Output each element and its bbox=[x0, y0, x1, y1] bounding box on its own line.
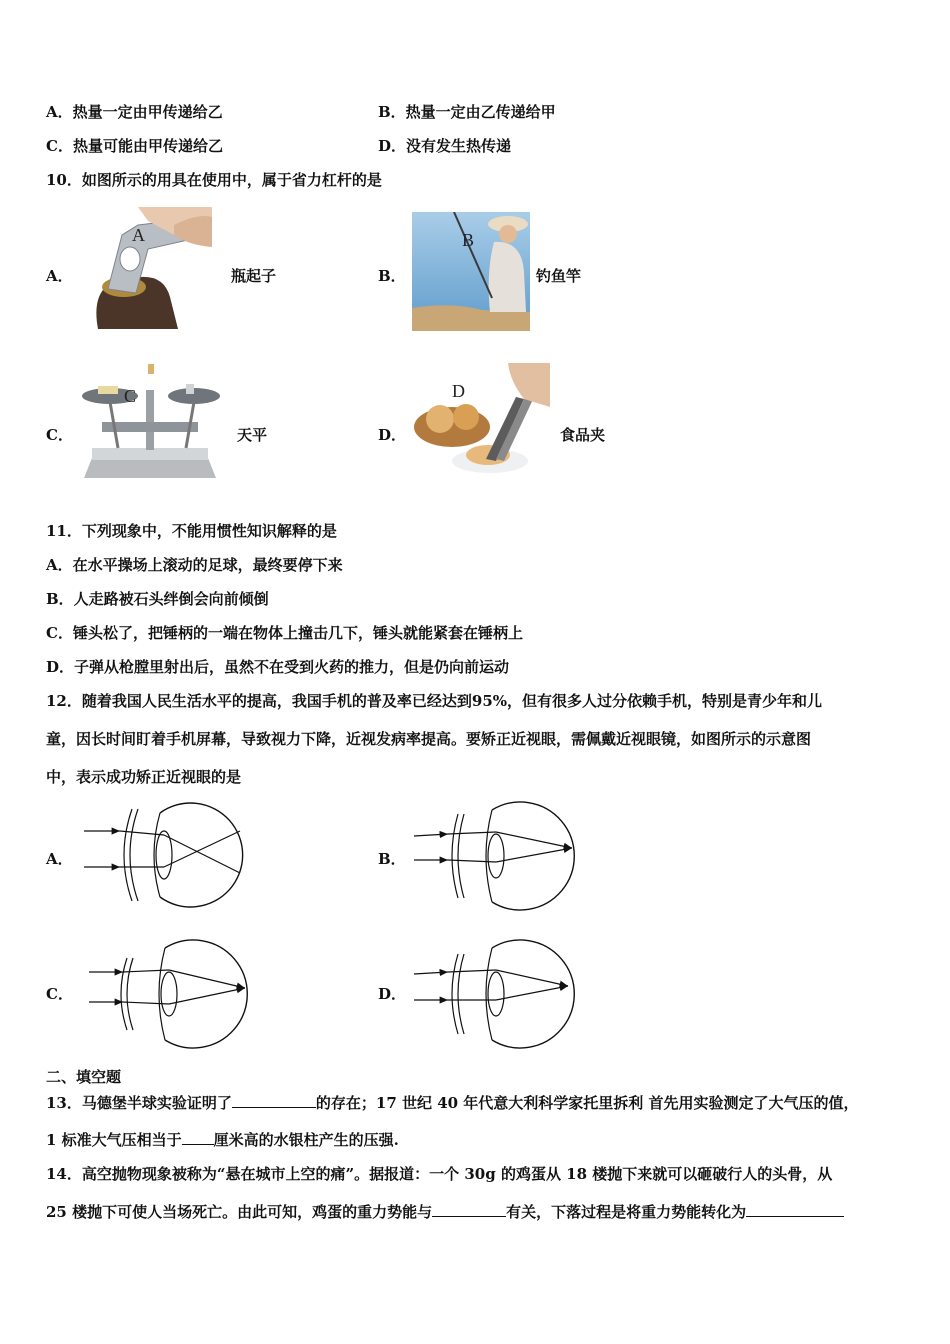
eye-diagram-c bbox=[85, 938, 255, 1050]
q14-line-1: 14．高空抛物现象被称为“悬在城市上空的痛”。据报道：一个 30g 的鸡蛋从 18 楼抛下来就可以砸破行人的头骨，从 bbox=[46, 1165, 833, 1183]
q10-a-letter: A． bbox=[46, 267, 73, 285]
q12-a-label: A． bbox=[46, 850, 73, 868]
q13-text-1b: 的存在；17 世纪 40 年代意大利科学家托里拆利 首先用实验测定了大气压的值， bbox=[315, 1094, 859, 1112]
q14-blank-1[interactable] bbox=[432, 1202, 506, 1217]
q10-d-caption: 食品夹 bbox=[560, 426, 606, 444]
q11-option-b: B．人走路被石头绊倒会向前倾倒 bbox=[46, 590, 269, 608]
q11-option-d: D．子弹从枪膛里射出后，虽然不在受到火药的推力，但是仍向前运动 bbox=[46, 658, 510, 676]
q12-line-1: 12．随着我国人民生活水平的提高，我国手机的普及率已经达到95%，但有很多人过分依赖手机，特别是青少年和儿 bbox=[46, 692, 823, 710]
q12-c-label: C． bbox=[46, 985, 73, 1003]
q9-option-b: B．热量一定由乙传递给甲 bbox=[378, 103, 556, 121]
q10-b-caption: 钓鱼竿 bbox=[536, 267, 582, 285]
q12-line-3: 中，表示成功矫正近视眼的是 bbox=[46, 768, 242, 786]
q12-b-label: B． bbox=[378, 850, 406, 868]
q12-line-2: 童，因长时间盯着手机屏幕，导致视力下降，近视发病率提高。要矫正近视眼，需佩戴近视眼镜，如图所示的示意图 bbox=[46, 730, 812, 748]
image-letter-a: A bbox=[132, 225, 145, 245]
image-letter-c: C bbox=[124, 386, 137, 406]
eye-diagram-b bbox=[412, 800, 582, 912]
q14-blank-2[interactable] bbox=[746, 1202, 844, 1217]
q10-d-letter: D． bbox=[378, 426, 407, 444]
q13-text-2a: 1 标准大气压相当于 bbox=[46, 1131, 182, 1149]
section-title-fill-blank: 二、填空题 bbox=[46, 1068, 122, 1086]
q14-text-2b: 有关，下落过程是将重力势能转化为 bbox=[506, 1203, 747, 1221]
bottle-opener-image bbox=[78, 207, 212, 329]
q11-option-c: C．锤头松了，把锤柄的一端在物体上撞击几下，锤头就能紧套在锤柄上 bbox=[46, 624, 523, 642]
q13-line-1 bbox=[46, 1093, 859, 1112]
q10-c-caption: 天平 bbox=[237, 426, 268, 444]
q14-text-2a: 25 楼抛下可使人当场死亡。由此可知，鸡蛋的重力势能与 bbox=[46, 1203, 433, 1221]
q13-blank-2[interactable] bbox=[182, 1130, 214, 1145]
q10-stem: 10．如图所示的用具在使用中，属于省力杠杆的是 bbox=[46, 171, 382, 189]
q13-text-1a: 13．马德堡半球实验证明了 bbox=[46, 1094, 232, 1112]
q10-a-caption: 瓶起子 bbox=[231, 267, 277, 285]
eye-diagram-d bbox=[412, 938, 582, 1050]
image-letter-d: D bbox=[452, 381, 465, 401]
fishing-rod-image bbox=[412, 212, 530, 331]
q11-stem: 11．下列现象中，不能用惯性知识解释的是 bbox=[46, 522, 337, 540]
q14-line-2 bbox=[46, 1202, 844, 1221]
eye-diagram-a bbox=[80, 795, 250, 915]
q10-b-letter: B． bbox=[378, 267, 406, 285]
q13-blank-1[interactable] bbox=[232, 1093, 316, 1108]
q9-option-d: D．没有发生热传递 bbox=[378, 137, 512, 155]
q13-line-2 bbox=[46, 1130, 399, 1149]
balance-scale-image bbox=[78, 360, 222, 484]
q12-d-label: D． bbox=[378, 985, 407, 1003]
q9-option-c: C．热量可能由甲传递给乙 bbox=[46, 137, 223, 155]
q11-option-a: A．在水平操场上滚动的足球，最终要停下来 bbox=[46, 556, 343, 574]
q9-option-a: A．热量一定由甲传递给乙 bbox=[46, 103, 223, 121]
q10-c-letter: C． bbox=[46, 426, 73, 444]
q13-text-2b: 厘米高的水银柱产生的压强. bbox=[213, 1131, 399, 1149]
food-tongs-image bbox=[412, 363, 550, 483]
image-letter-b: B bbox=[462, 230, 475, 250]
